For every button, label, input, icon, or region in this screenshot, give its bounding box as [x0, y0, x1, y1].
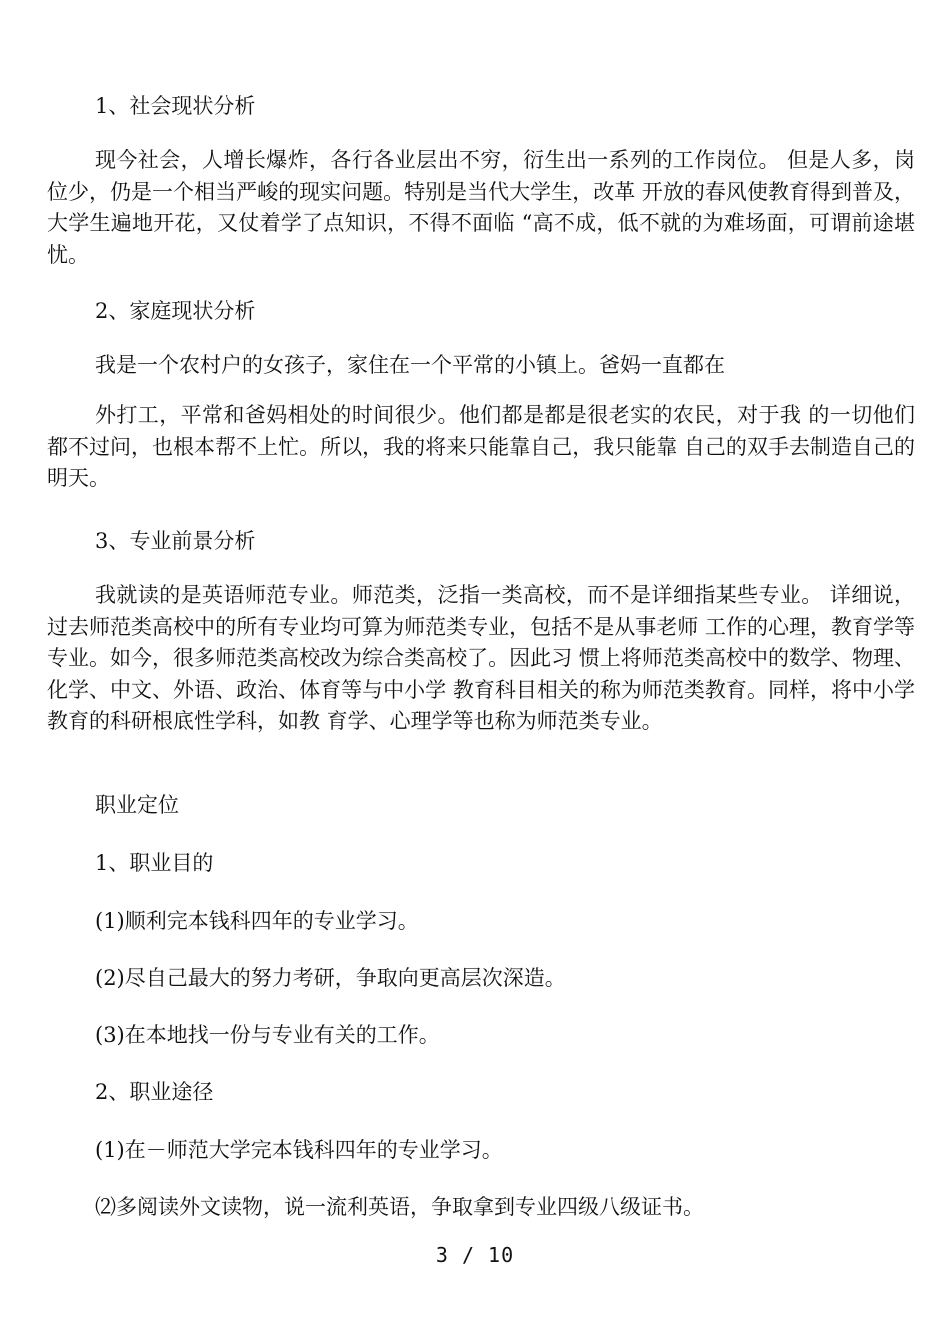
- career-goal-item: (2)尽自己最大的努力考研，争取向更高层次深造。: [95, 966, 566, 990]
- page-number: 3 / 10: [435, 1243, 515, 1267]
- paragraph-social: 现今社会，人增长爆炸，各行各业层出不穷，衍生出一系列的工作岗位。 但是人多，岗位少，仍是一个相当严峻的现实问题。特别是当代大学生，改革 开放的春风使教育得到普及，大学生遍地开花，又仗着学了点知识，不得不面临 “高不成，低不就的为难场面，可谓前途堪忧。: [47, 148, 915, 267]
- career-path-item: (1)在－师范大学完本钱科四年的专业学习。: [95, 1138, 503, 1162]
- paragraph-family-second: 外打工，平常和爸妈相处的时间很少。他们都是都是很老实的农民，对于我 的一切他们都不过问，也根本帮不上忙。所以，我的将来只能靠自己，我只能靠 自己的双手去制造自己的明天。: [47, 403, 915, 490]
- section-heading-major: 3、专业前景分析: [95, 529, 256, 553]
- section-heading-family: 2、家庭现状分析: [95, 299, 256, 323]
- paragraph-major: 我就读的是英语师范专业。师范类，泛指一类高校，而不是详细指某些专业。 详细说，过去师范类高校中的所有专业均可算为师范类专业，包括不是从事老师 工作的心理，教育学等专业。如今，很多师范类高校改为综合类高校了。因此习 惯上将师范类高校中的数学、物理、化学、中文、外语、政治、体育等与中小学 教育科目相关的称为师范类教育。同样，将中小学教育的科研根底性学科，如教 育学、心理学等也称为师范类专业。: [47, 583, 915, 733]
- section-heading-social: 1、社会现状分析: [95, 94, 256, 118]
- paragraph-family-first: 我是一个农村户的女孩子，家住在一个平常的小镇上。爸妈一直都在: [95, 353, 725, 377]
- career-goal-item: (3)在本地找一份与专业有关的工作。: [95, 1023, 440, 1047]
- career-goals-heading: 1、职业目的: [95, 851, 214, 875]
- career-path-item: ⑵多阅读外文读物，说一流利英语，争取拿到专业四级八级证书。: [95, 1195, 704, 1219]
- career-title: 职业定位: [95, 793, 179, 817]
- career-goal-item: (1)顺利完本钱科四年的专业学习。: [95, 909, 419, 933]
- career-paths-heading: 2、职业途径: [95, 1080, 214, 1104]
